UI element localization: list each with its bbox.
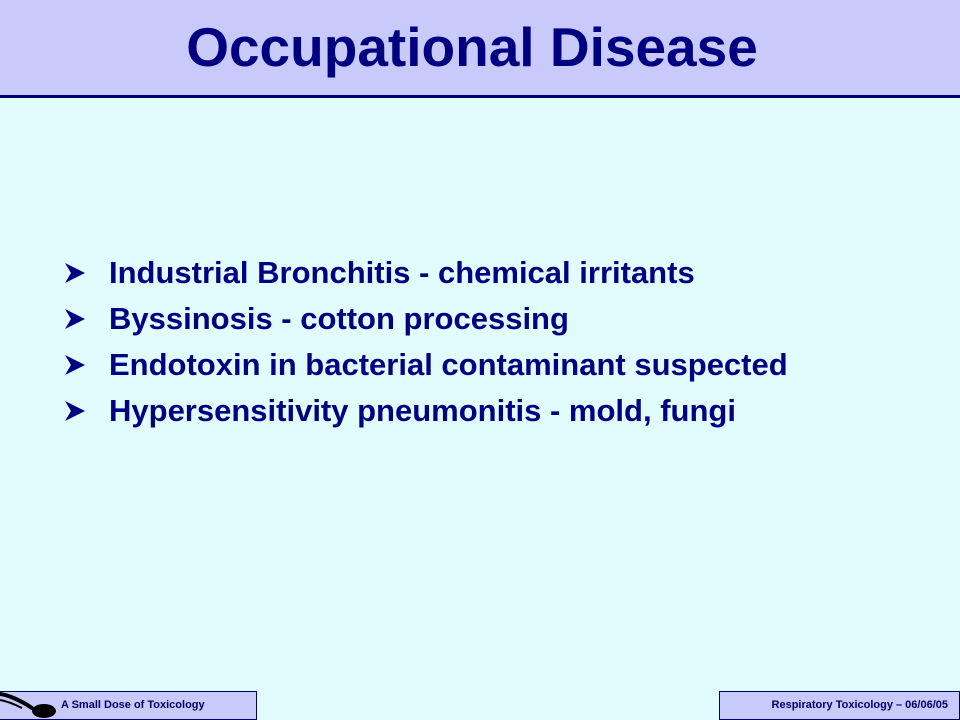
spoon-icon — [0, 686, 58, 720]
arrowhead-bullet-icon — [64, 262, 86, 284]
arrowhead-bullet-icon — [64, 308, 86, 330]
title-band — [0, 0, 960, 98]
bullet-text: Hypersensitivity pneumonitis - mold, fungi — [109, 393, 736, 428]
bullet-item — [62, 388, 922, 434]
slide-title: Occupational Disease — [186, 16, 758, 78]
bullet-item — [62, 342, 922, 388]
bullet-item — [62, 296, 922, 342]
bullet-list — [62, 250, 922, 434]
bullet-text: Byssinosis - cotton processing — [109, 301, 569, 336]
bullet-item — [62, 250, 922, 296]
bullet-text: Industrial Bronchitis - chemical irritants — [109, 255, 695, 290]
footer-right-label: Respiratory Toxicology – 06/06/05 — [771, 699, 948, 711]
arrowhead-bullet-icon — [64, 400, 86, 422]
arrowhead-bullet-icon — [64, 354, 86, 376]
footer-left-label: A Small Dose of Toxicology — [61, 699, 205, 711]
footer-right-box — [719, 691, 960, 720]
bullet-text: Endotoxin in bacterial contaminant suspected — [109, 347, 788, 382]
